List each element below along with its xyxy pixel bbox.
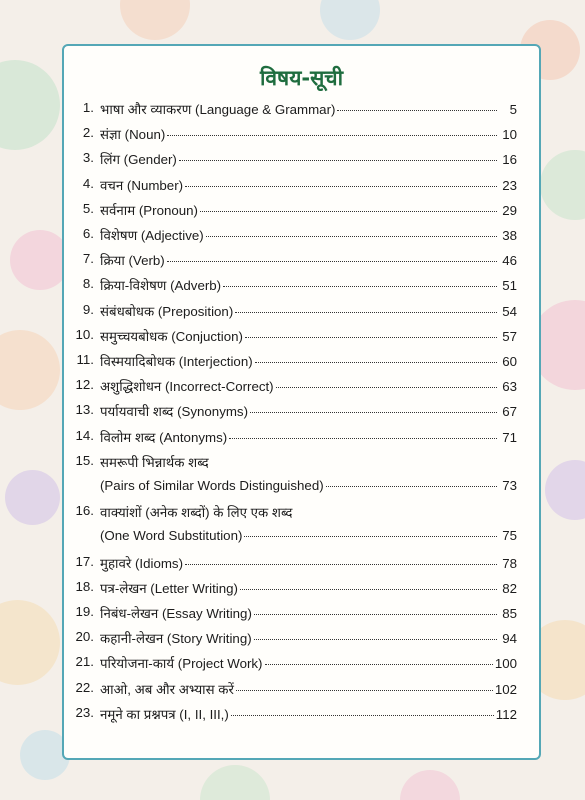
dot-leader	[167, 261, 497, 262]
contents-item-continuation	[64, 478, 539, 500]
dot-leader	[206, 236, 497, 237]
item-number: 12.	[75, 377, 94, 393]
item-number: 20.	[75, 629, 94, 645]
contents-item	[64, 251, 539, 273]
contents-item	[64, 302, 539, 324]
item-number: 15.	[75, 452, 94, 468]
page-number: 94	[502, 631, 517, 647]
item-entry	[100, 176, 517, 194]
item-title: क्रिया (Verb)	[100, 253, 165, 269]
item-number: 22.	[75, 679, 94, 695]
page-number: 29	[502, 202, 517, 218]
item-title: पत्र-लेखन (Letter Writing)	[100, 580, 238, 596]
item-number: 19.	[75, 604, 94, 619]
item-title: संबंधबोधक (Preposition)	[100, 303, 234, 319]
page-number: 54	[502, 303, 517, 319]
contents-panel	[62, 44, 541, 760]
item-entry	[100, 352, 517, 370]
item-entry	[100, 100, 517, 118]
item-number: 23.	[75, 704, 94, 720]
item-entry	[100, 680, 517, 698]
item-entry	[100, 654, 517, 672]
item-entry	[100, 377, 517, 395]
page-number: 63	[502, 379, 517, 395]
contents-item	[64, 327, 539, 349]
item-entry	[100, 125, 517, 143]
contents-item	[64, 554, 539, 576]
item-number: 7.	[82, 251, 94, 267]
dot-leader	[337, 110, 497, 111]
item-title: कहानी-लेखन (Story Writing)	[100, 631, 252, 647]
item-entry	[100, 604, 517, 622]
dot-leader	[200, 211, 497, 212]
page-number: 85	[502, 606, 517, 621]
dot-leader	[185, 186, 497, 187]
page-number: 5	[509, 102, 517, 117]
item-number: 2.	[82, 125, 94, 141]
item-title: आओ, अब और अभ्यास करें	[100, 681, 234, 697]
item-number: 1.	[82, 100, 94, 115]
item-entry	[100, 428, 517, 446]
contents-item	[64, 402, 539, 424]
contents-item	[64, 226, 539, 248]
contents-item	[64, 377, 539, 399]
dot-leader	[240, 589, 497, 590]
item-title: विशेषण (Adjective)	[100, 228, 204, 243]
contents-item	[64, 503, 539, 525]
item-entry	[100, 402, 517, 420]
contents-item	[64, 276, 539, 298]
page-number: 67	[502, 404, 517, 420]
contents-item	[64, 428, 539, 450]
dot-leader	[265, 664, 493, 665]
item-title: नमूने का प्रश्नपत्र (I, II, III,)	[100, 706, 229, 722]
page-number: 71	[502, 429, 517, 445]
dot-leader	[276, 387, 497, 388]
contents-item	[64, 629, 539, 651]
item-number: 17.	[75, 553, 94, 569]
item-number: 21.	[75, 654, 94, 670]
page-title: विषय-सूची	[259, 66, 344, 90]
dot-leader	[167, 135, 497, 136]
item-number: 8.	[82, 276, 94, 292]
dot-leader	[254, 614, 497, 615]
item-title: वचन (Number)	[100, 177, 184, 193]
item-entry	[100, 201, 517, 219]
page-number: 23	[502, 177, 517, 193]
contents-item	[64, 150, 539, 172]
item-title: (One Word Substitution)	[100, 528, 243, 544]
item-entry	[100, 276, 517, 294]
contents-item	[64, 705, 539, 727]
contents-item	[64, 654, 539, 676]
item-title: निबंध-लेखन (Essay Writing)	[100, 606, 252, 621]
dot-leader	[245, 337, 497, 338]
contents-item	[64, 579, 539, 601]
dot-leader	[250, 412, 497, 413]
item-number: 3.	[82, 150, 94, 166]
item-title: (Pairs of Similar Words Distinguished)	[100, 478, 324, 493]
dot-leader	[179, 160, 497, 161]
contents-item	[64, 453, 539, 475]
item-number: 16.	[75, 503, 94, 519]
item-number: 13.	[75, 402, 94, 418]
contents-item	[64, 176, 539, 198]
item-number: 18.	[75, 578, 94, 594]
item-number: 10.	[75, 326, 94, 342]
item-title: क्रिया-विशेषण (Adverb)	[100, 278, 222, 294]
item-title: अशुद्धिशोधन (Incorrect-Correct)	[100, 379, 274, 395]
item-title: लिंग (Gender)	[100, 152, 177, 168]
page-number: 57	[502, 328, 517, 344]
item-title: पर्यायवाची शब्द (Synonyms)	[100, 404, 248, 420]
item-entry	[100, 478, 517, 493]
dot-leader	[223, 286, 497, 287]
contents-item	[64, 604, 539, 626]
dot-leader	[185, 564, 497, 565]
contents-item	[64, 201, 539, 223]
page-number: 10	[502, 127, 517, 143]
page-number: 16	[502, 152, 517, 168]
item-number: 5.	[82, 200, 94, 216]
item-title: विस्मयादिबोधक (Interjection)	[100, 354, 253, 369]
contents-item	[64, 100, 539, 122]
dot-leader	[235, 312, 497, 313]
item-title: परियोजना-कार्य (Project Work)	[100, 656, 263, 672]
dot-leader	[236, 690, 493, 691]
page-number: 82	[502, 580, 517, 596]
item-entry	[100, 251, 517, 269]
item-entry	[100, 302, 517, 320]
dot-leader	[244, 536, 497, 537]
item-title: मुहावरे (Idioms)	[100, 555, 184, 571]
item-entry	[100, 528, 517, 543]
dot-leader	[254, 639, 497, 640]
item-title: संज्ञा (Noun)	[100, 127, 166, 143]
page-number: 38	[502, 228, 517, 243]
dot-leader	[326, 486, 497, 487]
page-number: 75	[502, 528, 517, 544]
item-entry	[100, 327, 517, 345]
item-entry	[100, 226, 517, 244]
item-entry	[100, 629, 517, 647]
page-number: 51	[502, 278, 517, 294]
page-number: 46	[502, 253, 517, 269]
dot-leader	[229, 438, 497, 439]
item-title: समरूपी भिन्नार्थक शब्द	[100, 454, 209, 470]
item-entry	[100, 554, 517, 572]
item-number: 11.	[76, 352, 94, 367]
page-number: 112	[495, 706, 517, 722]
item-number: 4.	[82, 175, 94, 191]
item-number: 6.	[82, 226, 94, 241]
page-number: 60	[502, 354, 517, 369]
item-title: भाषा और व्याकरण (Language & Grammar)	[100, 102, 336, 117]
contents-item	[64, 125, 539, 147]
contents-item	[64, 352, 539, 374]
item-title: समुच्चयबोधक (Conjuction)	[100, 328, 243, 344]
page-number: 100	[494, 656, 517, 672]
page-number: 102	[494, 681, 517, 697]
page-number: 73	[502, 478, 517, 493]
page-number: 78	[502, 555, 517, 571]
contents-item	[64, 680, 539, 702]
item-entry	[100, 579, 517, 597]
item-entry	[100, 150, 517, 168]
dot-leader	[231, 715, 494, 716]
item-number: 9.	[82, 301, 94, 317]
dot-leader	[255, 362, 497, 363]
contents-item-continuation	[64, 528, 539, 550]
item-number: 14.	[75, 427, 94, 443]
item-title: सर्वनाम (Pronoun)	[100, 202, 198, 218]
item-entry	[100, 705, 517, 723]
item-title: वाक्यांशों (अनेक शब्दों) के लिए एक शब्द	[100, 505, 293, 521]
item-title: विलोम शब्द (Antonyms)	[100, 429, 228, 445]
